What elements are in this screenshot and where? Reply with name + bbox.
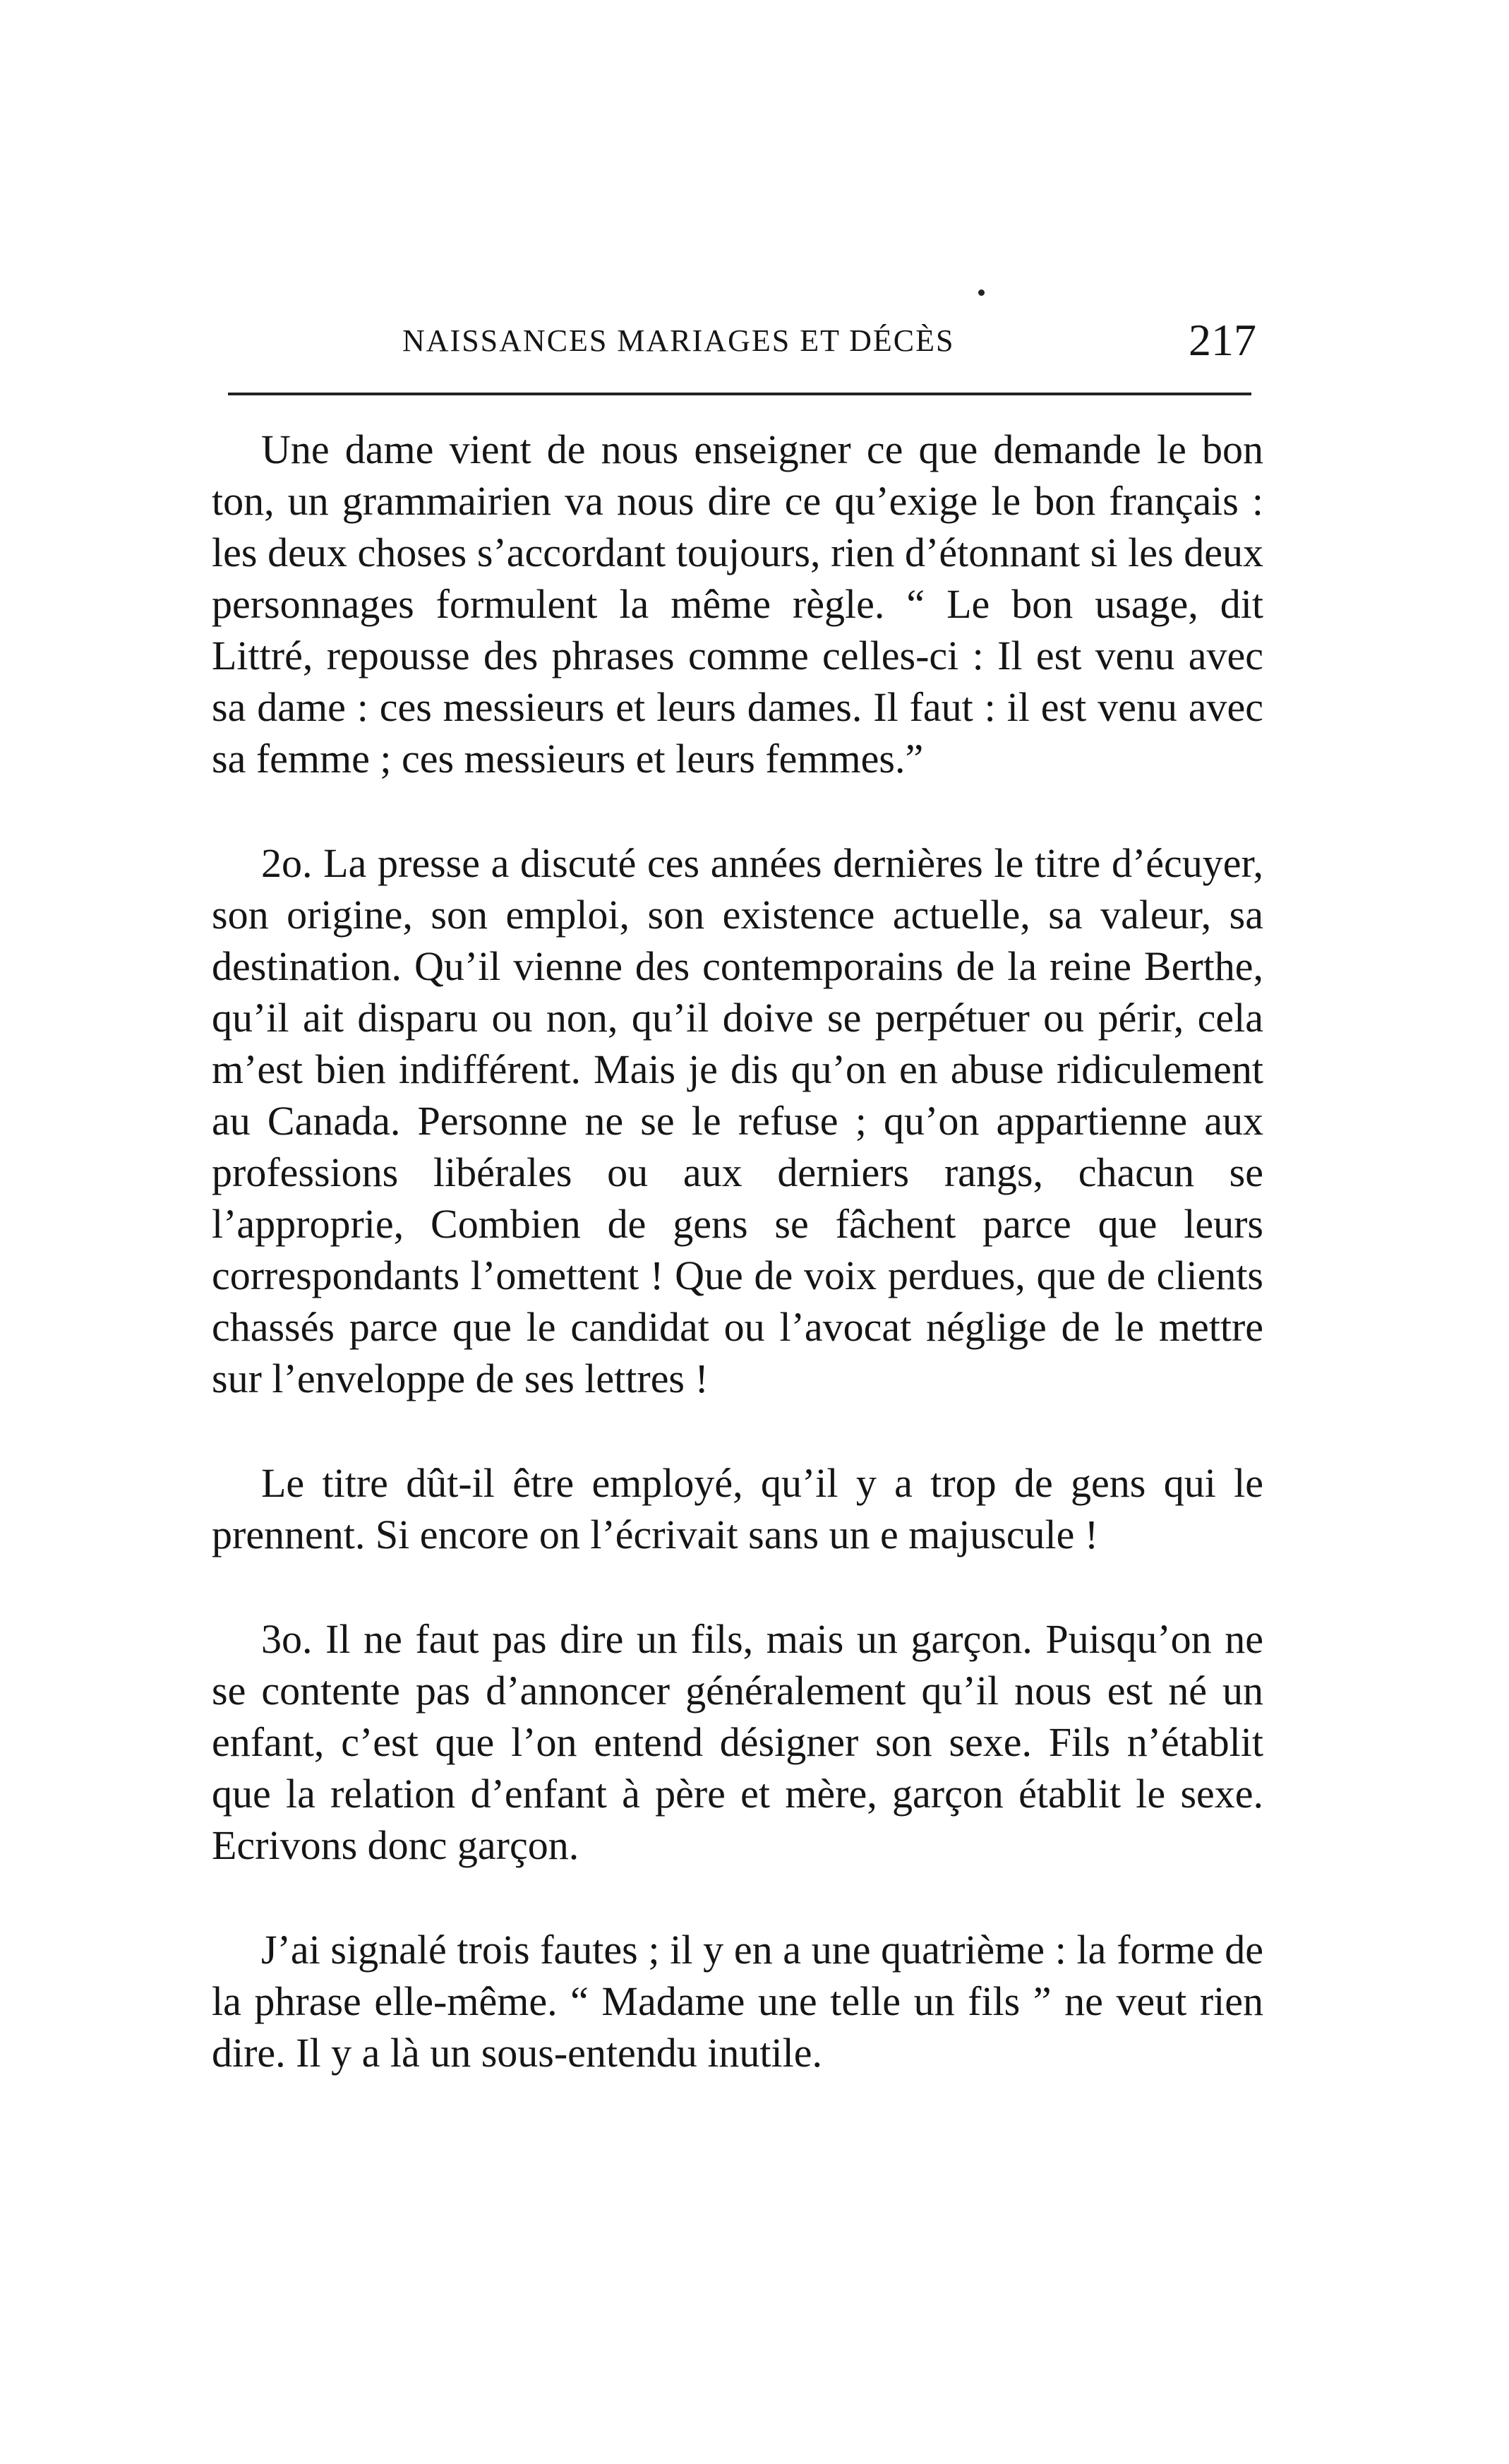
paragraph: J’ai signalé trois fautes ; il y en a une quatrième : la forme de la phrase elle-même. “ Madame une telle un fils ” ne veut rien dire. Il y a là un sous-entendu inutile. <box>212 1927 1263 2076</box>
header-rule <box>228 393 1251 395</box>
ink-dot <box>978 289 985 296</box>
paragraph: 2o. La presse a discuté ces années dernières le titre d’écuyer, son origine, son emploi, son existence actuelle, sa valeur, sa destination. Qu’il vienne des contemporains de la reine Berthe, qu’il ait disparu ou non, qu’il doive se perpétuer ou périr, cela m’est bien indifférent. Mais je dis qu’on en abuse ridiculement au Canada. Personne ne se le refuse ; qu’on appartienne aux professions libérales ou aux derniers rangs, chacun se l’approprie, Combien de gens se fâchent parce que leurs correspondants l’omettent ! Que de voix perdues, que de clients chassés parce que le candidat ou l’avocat néglige de le mettre sur l’enveloppe de ses lettres ! <box>212 840 1263 1401</box>
paragraph: Le titre dût-il être employé, qu’il y a trop de gens qui le prennent. Si encore on l’écrivait sans un e majuscule ! <box>212 1460 1263 1557</box>
paragraph: 3o. Il ne faut pas dire un fils, mais un garçon. Puisqu’on ne se contente pas d’annoncer généralement qu’il nous est né un enfant, c’est que l’on entend désigner son sexe. Fils n’établit que la relation d’enfant à père et mère, garçon établit le sexe. Ecrivons donc garçon. <box>212 1616 1263 1868</box>
paragraph-gap <box>212 1404 1263 1457</box>
paragraph-gap <box>212 1871 1263 1924</box>
running-title: NAISSANCES MARIAGES ET DÉCÈS <box>402 323 955 358</box>
page-number: 217 <box>1189 315 1256 365</box>
running-head <box>212 314 1256 378</box>
paragraph-gap <box>212 784 1263 837</box>
paragraph-gap <box>212 1560 1263 1613</box>
paragraph: Une dame vient de nous enseigner ce que demande le bon ton, un grammairien va nous dire ce qu’exige le bon français : les deux choses s’accordant toujours, rien d’étonnant si les deux personnages formulent la même règle. “ Le bon usage, dit Littré, repousse des phrases comme celles-ci : Il est venu avec sa dame : ces messieurs et leurs dames. Il faut : il est venu avec sa femme ; ces messieurs et leurs femmes.” <box>212 426 1263 782</box>
body-text <box>212 424 1263 2079</box>
